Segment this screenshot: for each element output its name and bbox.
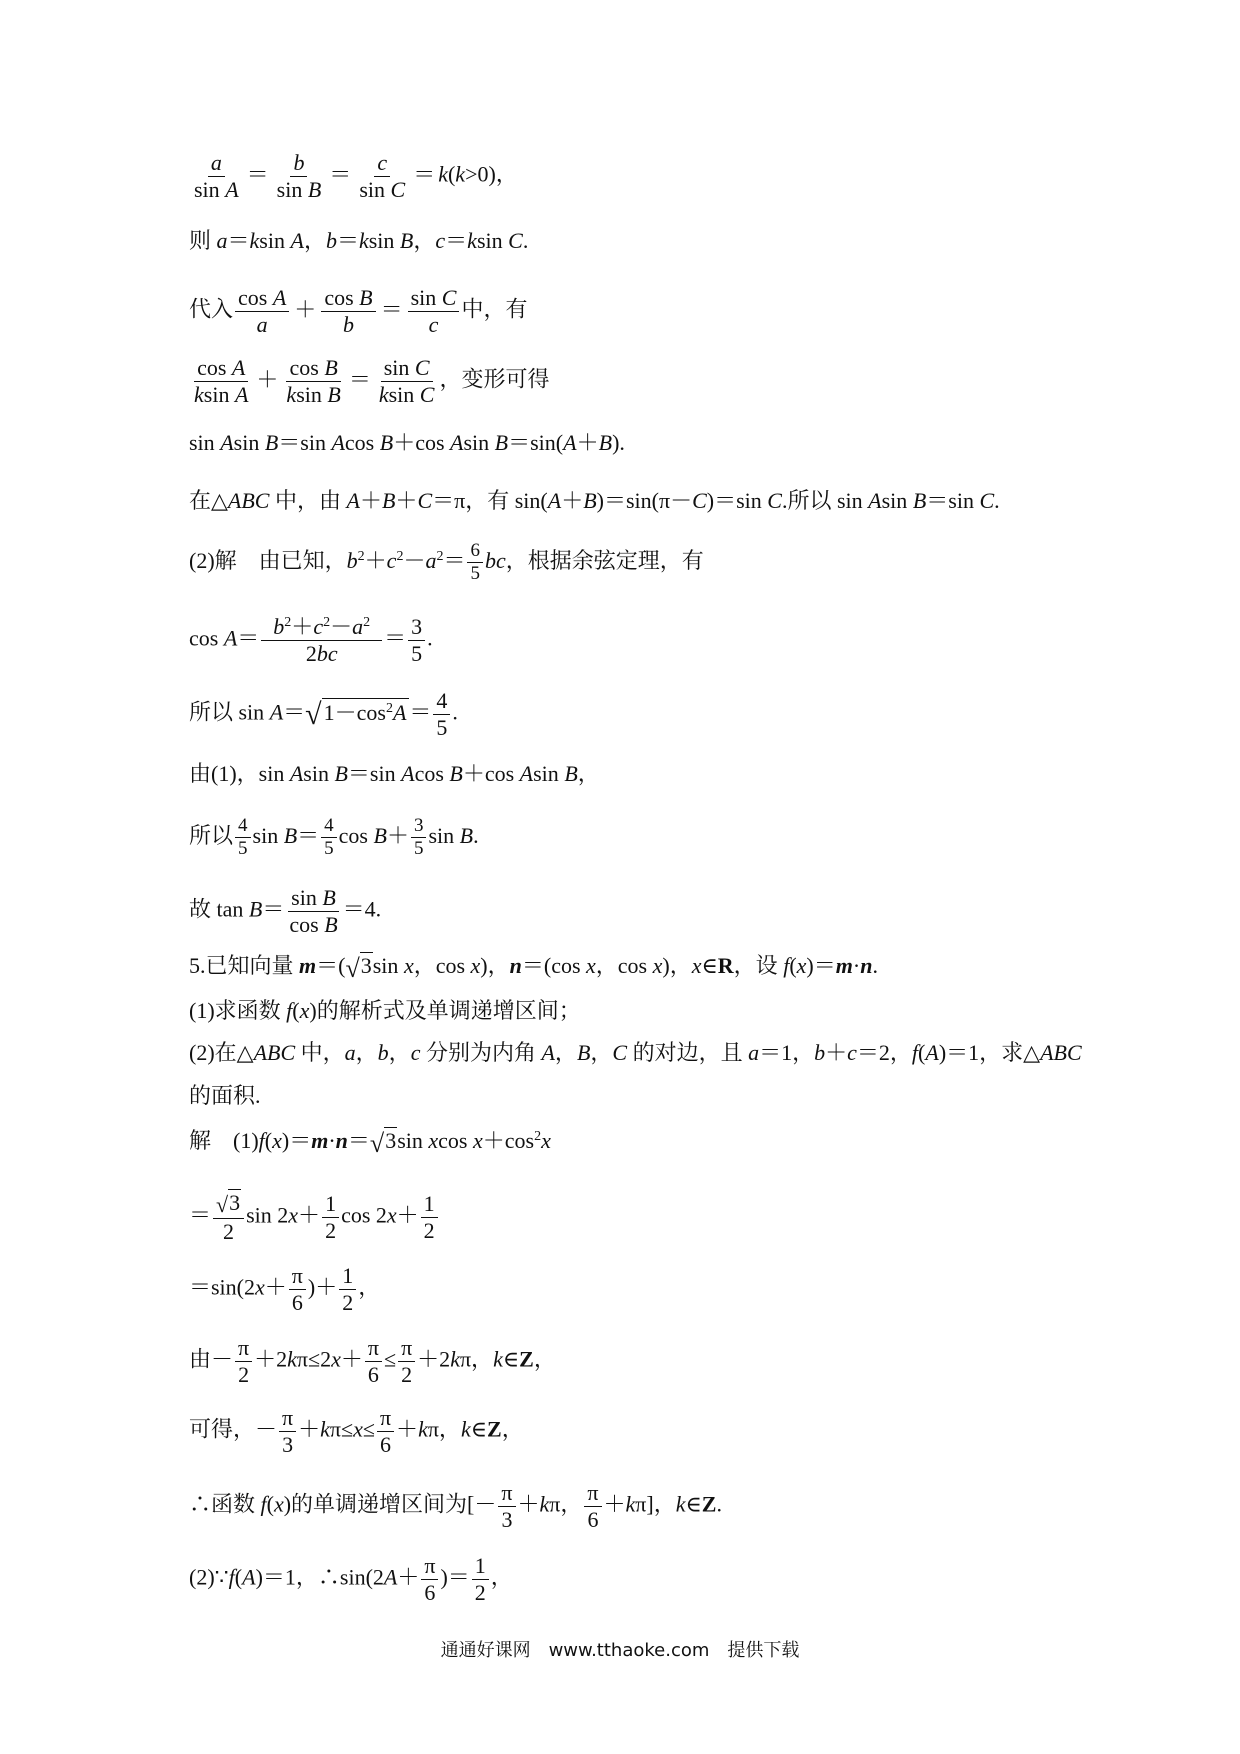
text-line-6: 在△ABC 中，由 A＋B＋C＝π，有 sin(A＋B)＝sin(π－C)＝sin C.所以 sin Asin B＝sin C. <box>189 488 1000 513</box>
equation-transform: $\frac{\text{cos A}}{\text{ksin A}}$ ＋ $\frac{\text{cos B}}{\text{ksin B}}$ ＝ $\frac{\text{sin C}}{\text{ksin C}}$ ，变形可得 <box>194 355 550 407</box>
problem5-stem: 5.已知向量 m＝(√3sin x，cos x)，n＝(cos x，cos x)，x∈R，设 f(x)＝m·n. <box>189 953 878 983</box>
part2-prefix: (2)解 由已知， <box>189 547 347 573</box>
equation-substitute: 代入 $\frac{\text{cos A}}{a}$ ＋ $\frac{\text{cos B}}{b}$ ＝ $\frac{\text{sin C}}{c}$ 中，有 <box>189 285 528 337</box>
problem5-q2b: 的面积. <box>189 1083 261 1108</box>
problem5-q1: (1)求函数 f(x)的解析式及单调递增区间； <box>189 998 581 1023</box>
solution-line-7: (2)∵f(A)＝1，∴sin(2A＋ $\frac{\pi}{6}$ )＝ $\frac{1}{2}$ ， <box>189 1553 513 1605</box>
solution-line-6: ∴函数 f(x)的单调递增区间为[－ $\frac{\pi}{3}$ ＋kπ， $\frac{\pi}{6}$ ＋kπ]，k∈Z. <box>189 1480 722 1532</box>
equation-sinA: 所以 $\sin A=√1-\cos^2A$ ＝ $\frac{4}{5}$ . <box>189 688 458 740</box>
text-line-2: 则 a＝ksin A，b＝ksin B，c＝ksin C. <box>189 228 529 253</box>
solution-line-4: 由－ $\frac{\pi}{2}$ ＋2kπ≤2x＋ $\frac{\pi}{6}$ ≤ $\frac{\pi}{2}$ ＋2kπ，k∈Z， <box>189 1335 556 1387</box>
equation-law-of-sines: $\frac{a}{\text{sin A}}$ ＝ $\frac{b}{\text{sin B}}$ ＝ $\frac{c}{\text{sin C}}$ ＝ k(k>0)， <box>194 150 518 202</box>
equation-tanB: 故 tan B＝ $\frac{\text{sin B}}{\text{cos B}}$ ＝4. <box>189 885 382 937</box>
text-line-5: sin Asin B＝sin Acos B＋cos Asin B＝sin(A＋B). <box>189 430 625 455</box>
solution-line-1: 解 (1)f(x)＝m·n＝√3sin xcos $x+\cos^2x$ <box>189 1128 551 1158</box>
solution-line-3: ＝sin(2x＋ $\frac{\pi}{6}$ )＋ $\frac{1}{2}$ ， <box>189 1263 381 1315</box>
equation-line-11: 所以 $\frac{4}{5}$ sin B＝ $\frac{4}{5}$ cos B＋ $\frac{3}{5}$ sin B. <box>189 815 479 860</box>
problem5-q2a: (2)在△ABC 中，a，b，c 分别为内角 A，B，C 的对边，且 a＝1，b＋c＝2，f(A)＝1，求△ABC <box>189 1040 1082 1065</box>
part2-suffix: 根据余弦定理，有 <box>527 547 704 573</box>
text-line-10: 由(1)，sin Asin B＝sin Acos B＋cos Asin B， <box>189 761 600 786</box>
solution-line-2: ＝ $\frac{√3}{2}$ sin 2x＋ $\frac{1}{2}$ cos 2x＋ $\frac{1}{2}$ <box>189 1190 440 1245</box>
transform-suffix: 变形可得 <box>461 366 550 392</box>
solution-line-5: 可得，－ $\frac{\pi}{3}$ ＋kπ≤x≤ $\frac{\pi}{6}$ ＋kπ，k∈Z， <box>189 1405 524 1457</box>
text-line-7: (2)解 由已知，$b^2+c^2-a^2=$ $\frac{6}{5}$ bc，根据余弦定理，有 <box>189 540 704 585</box>
page-footer: 通通好课网 www.tthaoke.com 提供下载 <box>440 1640 800 1661</box>
equation-cosA: cos A＝ $\frac{b^2+c^2-a^2}{2bc}$ ＝ $\frac{3}{5}$ . <box>189 614 433 666</box>
